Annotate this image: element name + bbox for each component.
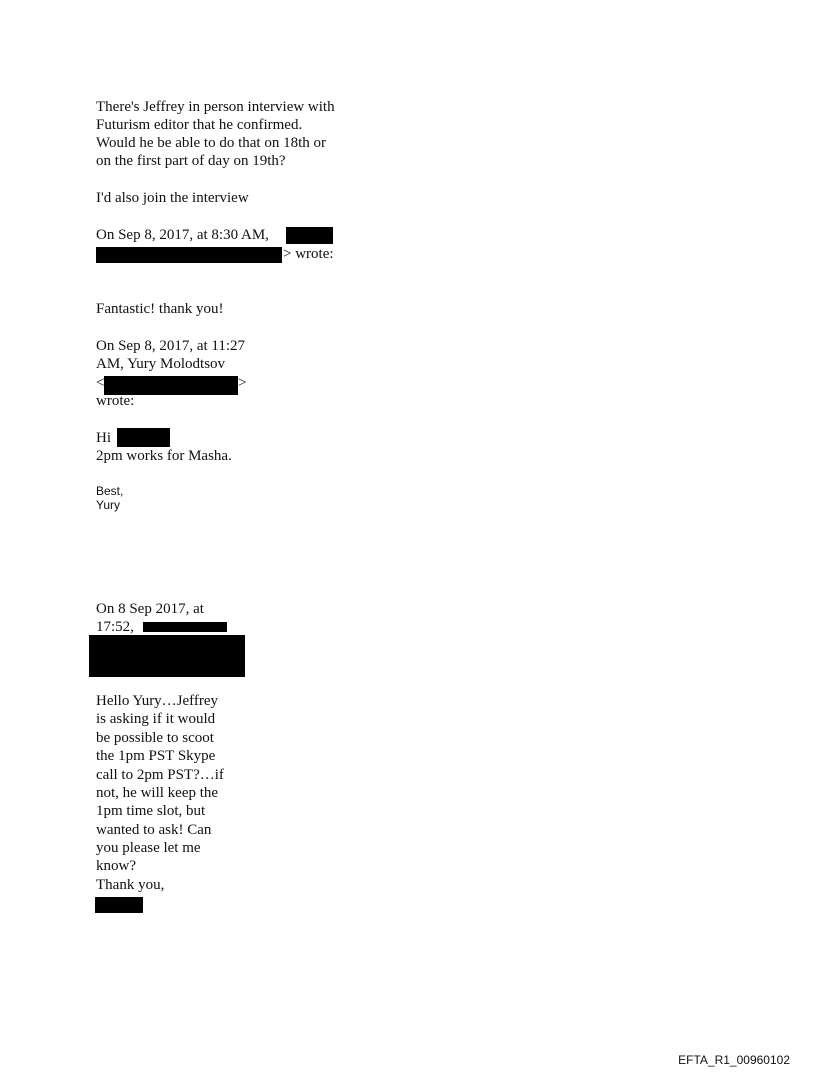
quote-header: On Sep 8, 2017, at 11:27 (96, 338, 246, 354)
redaction-block (95, 897, 143, 913)
quote-header: AM, Yury Molodtsov (96, 356, 226, 372)
quote-body-line: Hello Yury…Jeffrey (96, 693, 219, 709)
quote-body-line: you please let me (96, 840, 201, 856)
redaction-block (96, 247, 282, 263)
greeting: Hi (96, 430, 111, 446)
quote-body-line: not, he will keep the (96, 785, 219, 801)
redaction-block (143, 622, 227, 632)
redaction-block (117, 428, 170, 447)
message-line: There's Jeffrey in person interview with (96, 99, 335, 115)
quote-header-wrote: > wrote: (283, 246, 334, 262)
quote-body-line: the 1pm PST Skype (96, 748, 216, 764)
redaction-block (286, 227, 333, 244)
quote-body-line: call to 2pm PST?…if (96, 767, 224, 783)
quote-body-line: 1pm time slot, but (96, 803, 206, 819)
quote-body-line: Thank you, (96, 877, 165, 893)
quote-body-line: know? (96, 858, 136, 874)
quote-header: 17:52, (96, 619, 134, 635)
quote-body-line: wanted to ask! Can (96, 822, 212, 838)
quote-body-line: be possible to scoot (96, 730, 214, 746)
quote-header-text: On Sep 8, 2017, at 8:30 AM, (96, 227, 269, 243)
message-line: Would he be able to do that on 18th or (96, 135, 326, 151)
message-line: Futurism editor that he confirmed. (96, 117, 303, 133)
quote-header (96, 226, 269, 245)
quote-body: Fantastic! thank you! (96, 301, 224, 317)
document-id: EFTA_R1_00960102 (678, 1053, 790, 1067)
quote-header: On 8 Sep 2017, at (96, 601, 204, 617)
message-line: on the first part of day on 19th? (96, 153, 286, 169)
signature-name: Yury (96, 498, 121, 512)
email-bracket-close: > (238, 375, 247, 391)
redaction-block (89, 635, 245, 677)
quote-header-wrote: wrote: (96, 393, 135, 409)
quote-body-line: is asking if it would (96, 711, 216, 727)
sign-off: Best, (96, 484, 124, 498)
quote-body: 2pm works for Masha. (96, 448, 232, 464)
email-bracket-open: < (96, 375, 105, 391)
message-join-line: I'd also join the interview (96, 190, 249, 206)
